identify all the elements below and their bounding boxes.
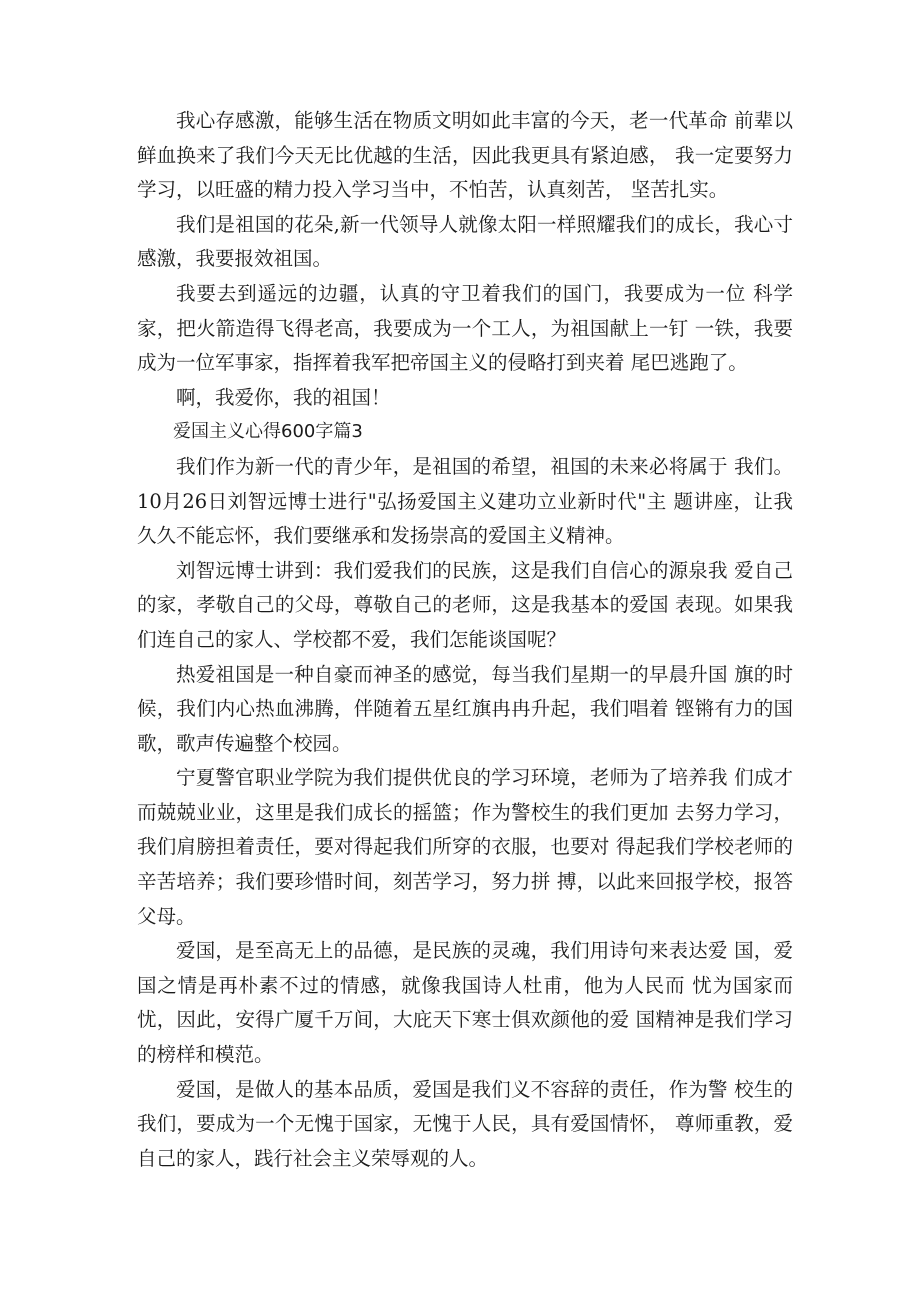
- paragraph-love-nation: 刘智远博士讲到：我们爱我们的民族，这是我们自信心的源泉我 爱自己的家，孝敬自己的父母，尊敬自己的老师，这是我基本的爱国 表现。如果我们连自己的家人、学校都不爱，我们怎能谈国呢？: [137, 558, 793, 651]
- section-heading: 爱国主义心得600字篇3: [173, 421, 363, 443]
- document-body: [137, 104, 793, 1176]
- paragraph-lecture: 我们作为新一代的青少年，是祖国的希望，祖国的未来必将属于 我们。10月26日刘智远博士进行"弘扬爱国主义建功立业新时代"主 题讲座，让我久久不能忘怀，我们要继承和发扬崇高的爱国主义精神。: [137, 454, 793, 548]
- paragraph-aspirations: 我要去到遥远的边疆，认真的守卫着我们的国门，我要成为一位 科学家，把火箭造得飞得老高，我要成为一个工人，为祖国献上一钉 一铁，我要成为一位军事家，指挥着我军把帝国主义的侵略打到夹着 尾巴逃跑了。: [137, 281, 793, 375]
- paragraph-gratitude: 我心存感激，能够生活在物质文明如此丰富的今天，老一代革命 前辈以鲜血换来了我们今天无比优越的生活，因此我更具有紧迫感， 我一定要努力学习，以旺盛的精力投入学习当中，不怕苦，认真刻苦， 坚苦扎实。: [137, 109, 793, 202]
- paragraph-flowers: 我们是祖国的花朵,新一代领导人就像太阳一样照耀我们的成长，我心寸感激，我要报效祖国。: [137, 212, 793, 271]
- paragraph-virtue: 爱国，是至高无上的品德，是民族的灵魂，我们用诗句来表达爱 国，爱国之情是再朴素不过的情感，就像我国诗人杜甫，他为人民而 忧为国家而忧，因此，安得广厦千万间，大庇天下寒士俱欢颜他的爱 国精神是我们学习的榜样和模范。: [137, 939, 793, 1067]
- paragraph-flag-raising: 热爱祖国是一种自豪而神圣的感觉，每当我们星期一的早晨升国 旗的时候，我们内心热血沸腾，伴随着五星红旗冉冉升起，我们唱着 铿锵有力的国歌，歌声传遍整个校园。: [137, 662, 793, 755]
- paragraph-quality: 爱国，是做人的基本品质，爱国是我们义不容辞的责任，作为警 校生的我们，要成为一个无愧于国家，无愧于人民，具有爱国情怀， 尊师重教，爱自己的家人，践行社会主义荣辱观的人。: [137, 1077, 793, 1170]
- paragraph-exclamation: 啊，我爱你，我的祖国！: [176, 385, 391, 409]
- paragraph-academy: 宁夏警官职业学院为我们提供优良的学习环境，老师为了培养我 们成才而兢兢业业，这里是我们成长的摇篮；作为警校生的我们更加 去努力学习，我们肩膀担着责任，要对得起我们所穿的衣服，也要对 得起我们学校老师的辛苦培养；我们要珍惜时间，刻苦学习，努力拼 搏，以此来回报学校，报答父母。: [137, 766, 793, 928]
